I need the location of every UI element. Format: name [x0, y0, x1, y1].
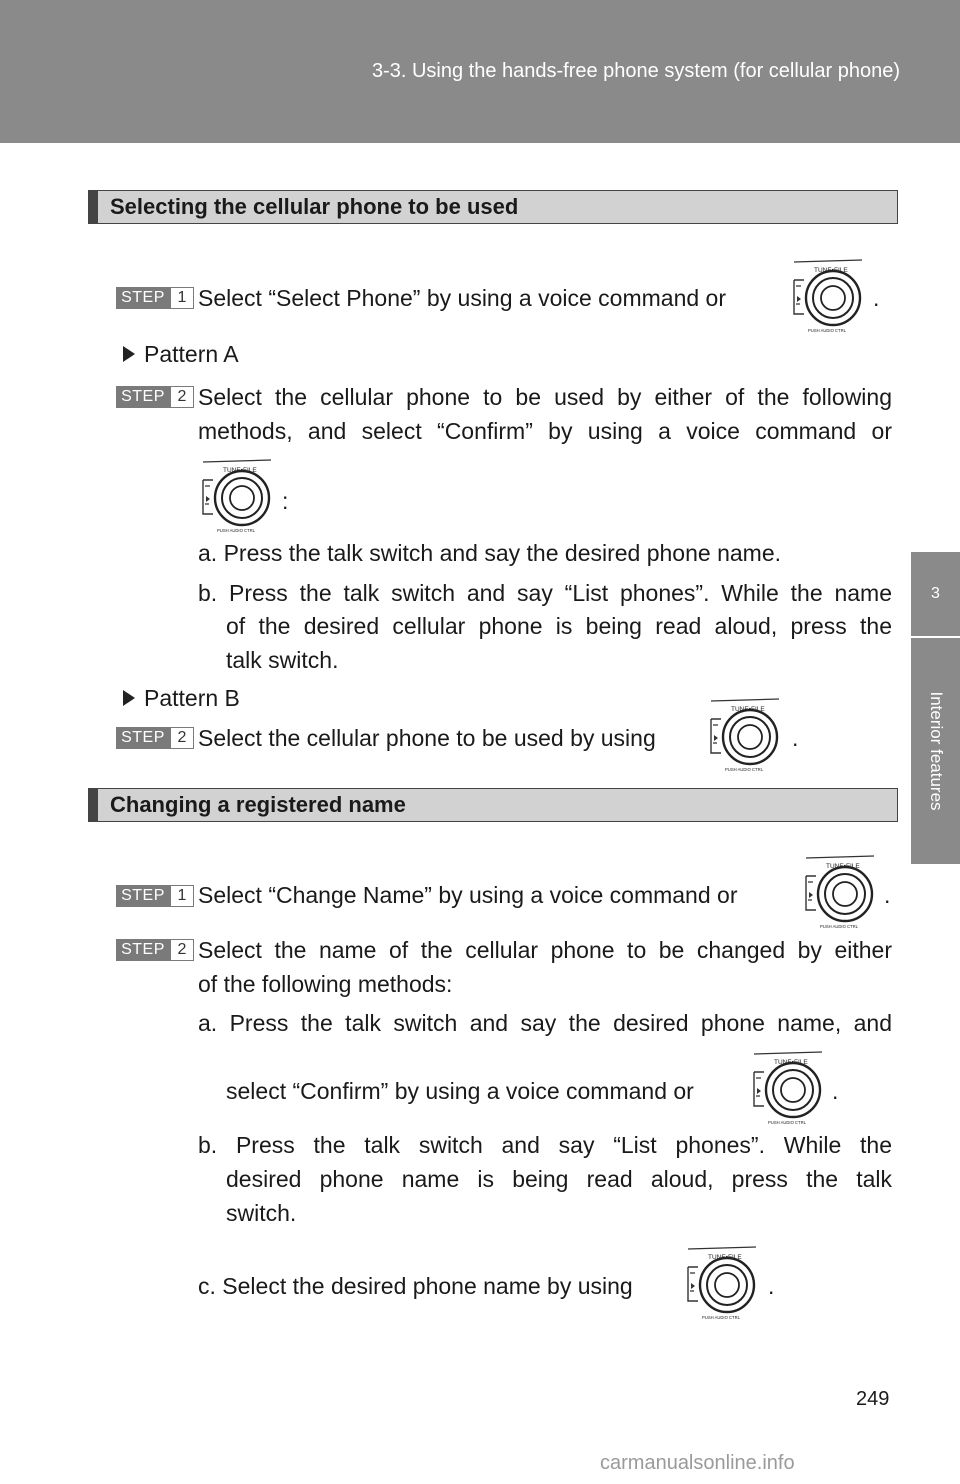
step-number: 2 [170, 386, 194, 408]
svg-text:PUSH AUDIO CTRL: PUSH AUDIO CTRL [808, 328, 846, 333]
step-end-punct: . [873, 285, 880, 311]
svg-text:TUNE•FILE: TUNE•FILE [826, 863, 860, 870]
section-heading-text: Selecting the cellular phone to be used [110, 194, 519, 219]
method-item-c: c. Select the desired phone name by using [198, 1273, 633, 1299]
svg-text:PUSH AUDIO CTRL: PUSH AUDIO CTRL [820, 924, 858, 929]
pattern-label: Pattern B [144, 685, 240, 711]
method-item-b-line3: talk switch. [226, 647, 339, 673]
section-heading-change-name [88, 788, 898, 822]
step-end-punct: . [792, 725, 799, 751]
step-badge [116, 727, 194, 749]
svg-text:PUSH AUDIO CTRL: PUSH AUDIO CTRL [768, 1120, 806, 1125]
tune-file-knob-icon [197, 458, 281, 534]
step-number: 1 [170, 885, 194, 907]
chapter-tab-label-text: Interior features [926, 691, 946, 811]
tune-file-knob-icon [748, 1050, 832, 1126]
svg-text:TUNE•FILE: TUNE•FILE [708, 1254, 742, 1261]
header-band [0, 0, 960, 143]
section-heading-text: Changing a registered name [110, 792, 406, 817]
step-end-punct: : [282, 488, 289, 514]
step-text-line: methods, and select “Confirm” by using a voice command or [198, 418, 892, 444]
pattern-label: Pattern A [144, 341, 239, 367]
svg-text:PUSH AUDIO CTRL: PUSH AUDIO CTRL [702, 1315, 740, 1320]
svg-text:TUNE•FILE: TUNE•FILE [814, 267, 848, 274]
chapter-tab-number[interactable]: 3 [911, 552, 960, 636]
svg-text:TUNE•FILE: TUNE•FILE [223, 467, 257, 474]
page-number: 249 [856, 1388, 890, 1410]
step-end-punct: . [832, 1078, 839, 1104]
section-header-title: 3-3. Using the hands-free phone system (for cellular phone) [371, 60, 900, 82]
step-text: Select “Change Name” by using a voice command or [198, 882, 738, 908]
method-item-a-line2: select “Confirm” by using a voice command or [226, 1078, 694, 1104]
svg-text:PUSH AUDIO CTRL: PUSH AUDIO CTRL [725, 767, 763, 772]
step-end-punct: . [884, 882, 891, 908]
step-number: 1 [170, 287, 194, 309]
section-heading-select-phone [88, 190, 898, 224]
method-item-b-line1: b. Press the talk switch and say “List phones”. While the [198, 1132, 892, 1158]
step-label: STEP [116, 386, 170, 408]
pointer-arrow-icon [123, 690, 135, 706]
step-label: STEP [116, 727, 170, 749]
step-text-line: of the following methods: [198, 971, 453, 997]
step-end-punct: . [768, 1273, 775, 1299]
step-label: STEP [116, 939, 170, 961]
step-text: Select “Select Phone” by using a voice command or [198, 285, 726, 311]
svg-text:TUNE•FILE: TUNE•FILE [731, 706, 765, 713]
svg-text:TUNE•FILE: TUNE•FILE [774, 1059, 808, 1066]
pointer-arrow-icon [123, 346, 135, 362]
site-watermark[interactable]: carmanualsonline.info [600, 1452, 795, 1474]
step-badge [116, 287, 194, 309]
step-text-line: Select the name of the cellular phone to be changed by either [198, 937, 892, 963]
tune-file-knob-icon [682, 1245, 766, 1321]
tune-file-knob-icon [788, 258, 872, 334]
svg-text:PUSH AUDIO CTRL: PUSH AUDIO CTRL [217, 528, 255, 533]
tune-file-knob-icon [800, 854, 884, 930]
method-item-b-line3: switch. [226, 1200, 297, 1226]
tune-file-knob-icon [705, 697, 789, 773]
step-text-line: Select the cellular phone to be used by either of the following [198, 384, 892, 410]
step-badge [116, 885, 194, 907]
method-item-b-line2: desired phone name is being read aloud, press the talk [226, 1166, 892, 1192]
step-number: 2 [170, 727, 194, 749]
step-text: Select the cellular phone to be used by using [198, 725, 656, 751]
method-item-a: a. Press the talk switch and say the desired phone name. [198, 540, 781, 566]
step-badge [116, 386, 194, 408]
step-label: STEP [116, 885, 170, 907]
step-badge [116, 939, 194, 961]
step-number: 2 [170, 939, 194, 961]
method-item-b-line1: b. Press the talk switch and say “List phones”. While the name [198, 580, 892, 606]
step-label: STEP [116, 287, 170, 309]
method-item-b-line2: of the desired cellular phone is being read aloud, press the [226, 613, 892, 639]
method-item-a-line1: a. Press the talk switch and say the desired phone name, and [198, 1010, 892, 1036]
chapter-tab-label[interactable] [911, 638, 960, 864]
